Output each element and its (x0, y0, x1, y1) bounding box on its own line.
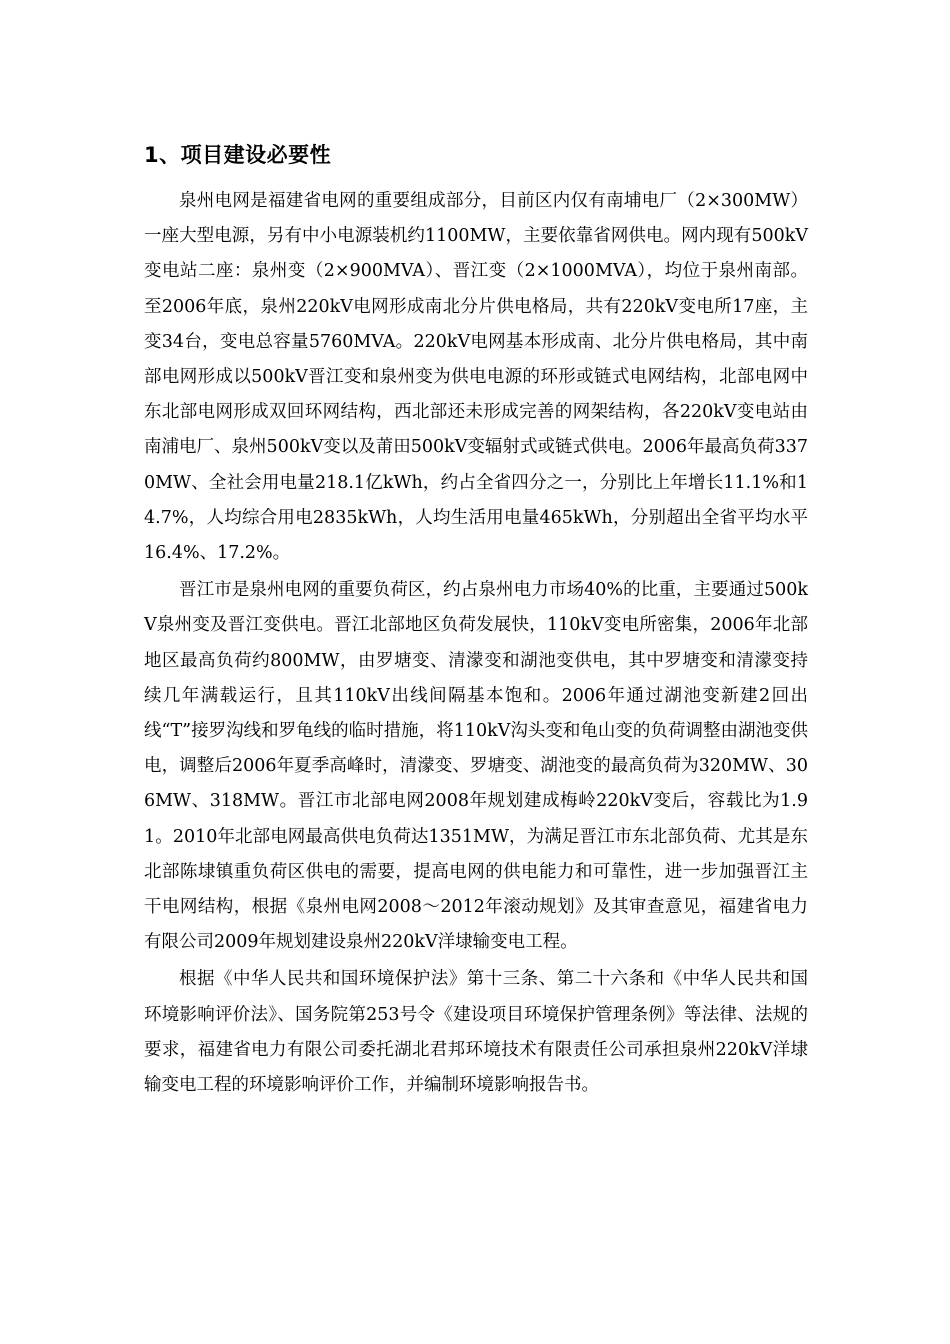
section-heading: 1、项目建设必要性 (144, 143, 332, 167)
document-body (144, 140, 808, 1103)
paragraph-legal-basis: 根据《中华人民共和国环境保护法》第十三条、第二十六条和《中华人民共和国环境影响评价法》、国务院第253号令《建设项目环境保护管理条例》等法律、法规的要求，福建省电力有限公司委托湖北君邦环境技术有限责任公司承担泉州220kV洋埭输变电工程的环境影响评价工作，并编制环境影响报告书。 (144, 969, 808, 1096)
paragraph-jinjiang-load: 晋江市是泉州电网的重要负荷区，约占泉州电力市场40%的比重，主要通过500kV泉州变及晋江变供电。晋江北部地区负荷发展快，110kV变电所密集，2006年北部地区最高负荷约800MW，由罗塘变、清濛变和湖池变供电，其中罗塘变和清濛变持续几年满载运行，且其110kV出线间隔基本饱和。2006年通过湖池变新建2回出线“T”接罗沟线和罗龟线的临时措施，将110kV沟头变和龟山变的负荷调整由湖池变供电，调整后2006年夏季高峰时，清濛变、罗塘变、湖池变的最高负荷为320MW、306MW、318MW。晋江市北部电网2008年规划建成梅岭220kV变后，容载比为1.91。2010年北部电网最高供电负荷达1351MW，为满足晋江市东北部负荷、尤其是东北部陈埭镇重负荷区供电的需要，提高电网的供电能力和可靠性，进一步加强晋江主干电网结构，根据《泉州电网2008～2012年滚动规划》及其审查意见，福建省电力有限公司2009年规划建设泉州220kV洋埭输变电工程。 (144, 580, 808, 953)
paragraph-power-grid-overview: 泉州电网是福建省电网的重要组成部分，目前区内仅有南埔电厂（2×300MW）一座大型电源，另有中小电源装机约1100MW，主要依靠省网供电。网内现有500kV变电站二座：泉州变（2×900MVA）、晋江变（2×1000MVA），均位于泉州南部。至2006年底，泉州220kV电网形成南北分片供电格局，共有220kV变电所17座，主变34台，变电总容量5760MVA。220kV电网基本形成南、北分片供电格局，其中南部电网形成以500kV晋江变和泉州变为供电电源的环形或链式电网结构，北部电网中东北部电网形成双回环网结构，西北部还未形成完善的网架结构，各220kV变电站由南浦电厂、泉州500kV变以及莆田500kV变辐射式或链式供电。2006年最高负荷3370MW、全社会用电量218.1亿kWh，约占全省四分之一，分别比上年增长11.1%和14.7%，人均综合用电2835kWh，人均生活用电量465kWh，分别超出全省平均水平16.4%、17.2%。 (144, 191, 808, 564)
